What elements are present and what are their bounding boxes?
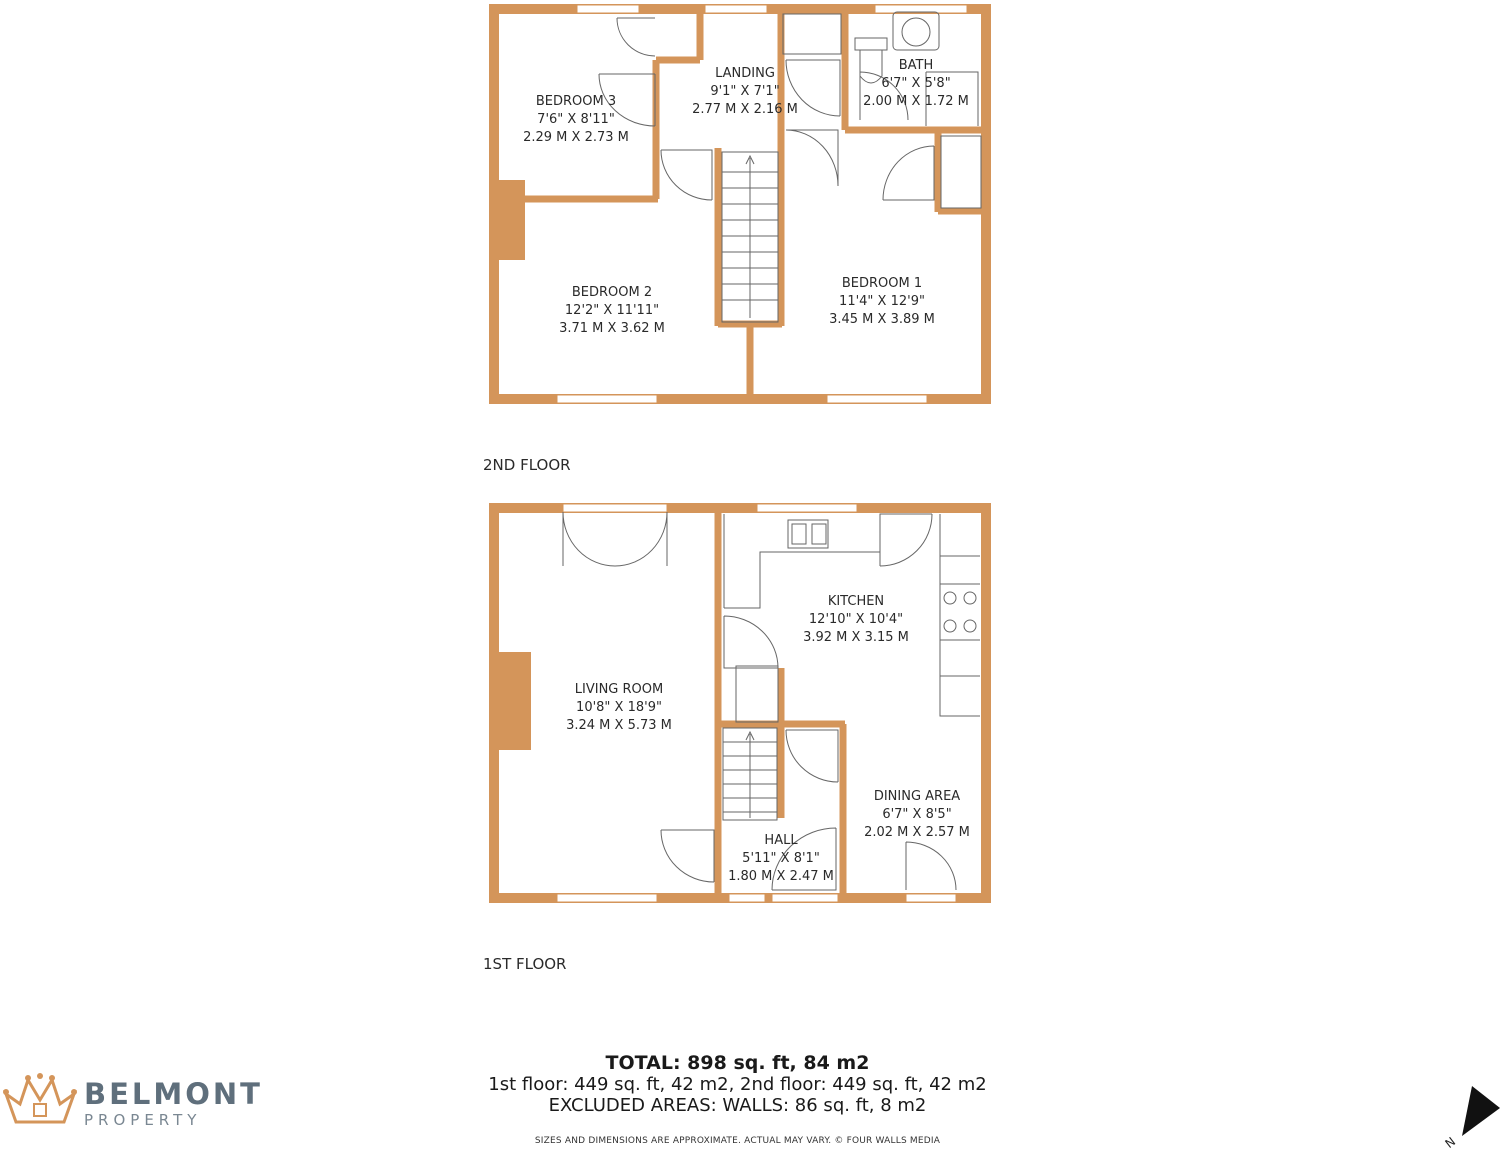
brand-logo — [84, 1078, 263, 1130]
room-name: KITCHEN — [827, 594, 885, 609]
room-metric: 1.80 M X 2.47 M — [728, 869, 834, 884]
room-bedroom-1 — [822, 275, 942, 329]
room-imperial: 6'7" X 5'8" — [881, 76, 951, 91]
room-imperial: 12'2" X 11'11" — [564, 303, 660, 318]
room-dining-area — [857, 788, 977, 842]
room-imperial: 6'7" X 8'5" — [882, 807, 952, 822]
room-imperial: 12'10" X 10'4" — [808, 612, 904, 627]
first-floor-stairs — [723, 728, 777, 820]
room-metric: 3.92 M X 3.15 M — [803, 630, 909, 645]
room-bedroom-2 — [552, 284, 672, 338]
room-imperial: 5'11" X 8'1" — [742, 851, 820, 866]
room-name: HALL — [764, 833, 798, 848]
floor-breakdown: 1st floor: 449 sq. ft, 42 m2, 2nd floor: 449 sq. ft, 42 m2 — [488, 1074, 987, 1095]
room-name: DINING AREA — [873, 789, 961, 804]
disclaimer: SIZES AND DIMENSIONS ARE APPROXIMATE. ACTUAL MAY VARY. © FOUR WALLS MEDIA — [534, 1136, 941, 1146]
excluded-areas: EXCLUDED AREAS: WALLS: 86 sq. ft, 8 m2 — [548, 1095, 927, 1116]
room-bedroom-3 — [516, 93, 636, 147]
room-kitchen — [796, 593, 916, 647]
room-metric: 3.45 M X 3.89 M — [829, 312, 935, 327]
second-floor-label: 2ND FLOOR — [483, 456, 571, 474]
room-name: BEDROOM 1 — [841, 276, 923, 291]
brand-tagline: PROPERTY — [84, 1111, 202, 1129]
room-metric: 2.77 M X 2.16 M — [692, 102, 798, 117]
second-floor-stairs — [722, 152, 778, 322]
room-imperial: 11'4" X 12'9" — [839, 294, 925, 309]
room-name: LANDING — [715, 66, 775, 81]
room-bath — [856, 57, 976, 111]
room-metric: 3.24 M X 5.73 M — [566, 718, 672, 733]
chimney-breast — [499, 652, 531, 750]
room-name: BEDROOM 3 — [535, 94, 617, 109]
room-living-room — [559, 681, 679, 735]
compass-label: N — [1442, 1134, 1459, 1151]
north-arrow-icon — [1462, 1086, 1500, 1136]
room-metric: 2.02 M X 2.57 M — [864, 825, 970, 840]
brand-name: BELMONT — [84, 1077, 263, 1111]
room-metric: 3.71 M X 3.62 M — [559, 321, 665, 336]
room-landing — [685, 65, 805, 119]
room-imperial: 7'6" X 8'11" — [537, 112, 615, 127]
room-metric: 2.29 M X 2.73 M — [523, 130, 629, 145]
room-imperial: 9'1" X 7'1" — [710, 84, 780, 99]
chimney-breast — [499, 180, 525, 260]
room-hall — [722, 832, 840, 886]
room-name: BEDROOM 2 — [571, 285, 653, 300]
area-totals — [450, 1052, 1025, 1116]
crown-logo-icon — [3, 1073, 77, 1122]
first-floor-label: 1ST FLOOR — [483, 955, 567, 973]
room-name: LIVING ROOM — [574, 682, 664, 697]
room-imperial: 10'8" X 18'9" — [576, 700, 662, 715]
room-name: BATH — [898, 58, 934, 73]
total-area: TOTAL: 898 sq. ft, 84 m2 — [605, 1052, 870, 1074]
room-metric: 2.00 M X 1.72 M — [863, 94, 969, 109]
